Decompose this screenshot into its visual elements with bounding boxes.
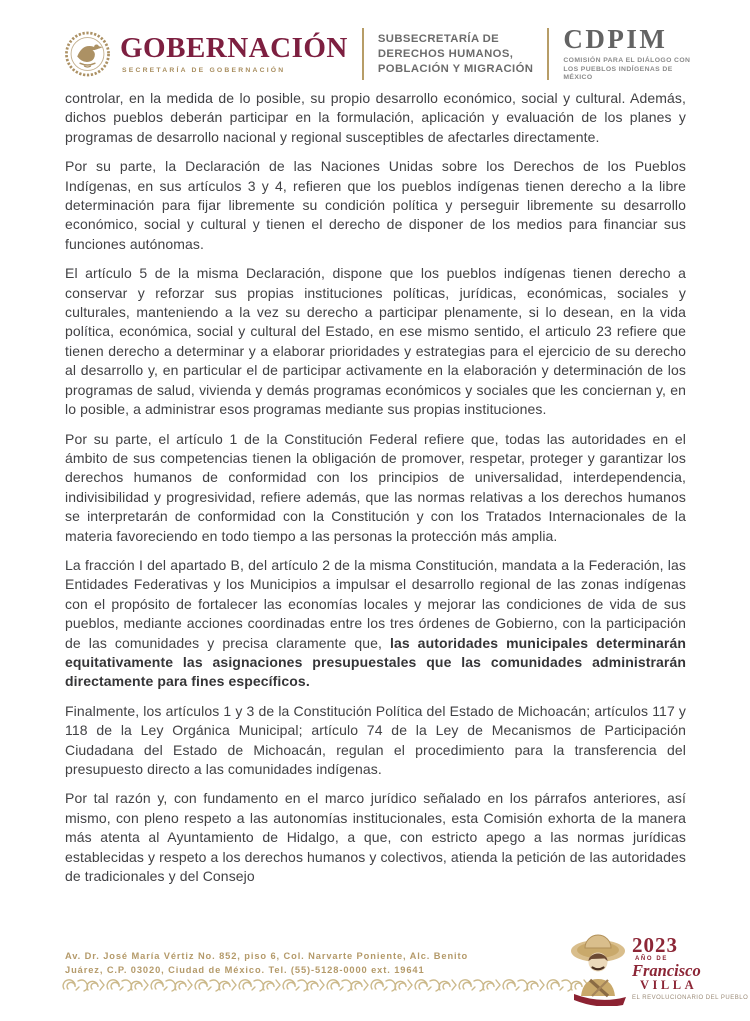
- paragraph-5: [65, 556, 686, 692]
- paragraph-1: [65, 89, 686, 147]
- villa-name-script: Francisco: [632, 961, 701, 980]
- gobernacion-subtitle: SECRETARÍA DE GOBERNACIÓN: [122, 67, 286, 75]
- document-body: [65, 89, 686, 896]
- francisco-villa-2023-logo: [568, 928, 748, 1010]
- paragraph-7: [65, 789, 686, 886]
- paragraph-3-text: El artículo 5 de la misma Declaración, dispone que los pueblos indígenas tienen derecho a conservar y reforzar sus propias instituciones políticas, jurídicas, económicas, sociales y culturales, manteniendo a la vez su derecho a participar plenamente, si lo desean, en la vida política, económica, social y cultural del Estado, en ese mismo sentido, el articulo 23 refiere que tienen derecho a determinar y a elaborar prioridades y estrategias para el ejercicio de su derecho al desarrollo y, en particular el de participar activamente en la elaboración y determinación de los programas de salud, vivienda y demás programas económicos y sociales que les conciernan y, en lo posible, a administrar esos programas mediante sus propias instituciones.: [65, 265, 686, 418]
- subsecretaria-line3: POBLACIÓN Y MIGRACIÓN: [377, 62, 534, 75]
- pancho-villa-portrait-icon: [568, 928, 630, 1006]
- gobernacion-wordmark: GOBERNACIÓN: [120, 32, 348, 65]
- header-divider-left: [362, 28, 364, 80]
- villa-tagline: EL REVOLUCIONARIO DEL PUEBLO: [632, 995, 749, 1001]
- paragraph-6: [65, 702, 686, 780]
- header-divider-right: [547, 28, 549, 80]
- cdpim-brand: [563, 26, 698, 83]
- decorative-greca-pattern-band: [62, 977, 593, 993]
- cdpim-caption: [563, 57, 698, 83]
- gobernacion-brand: [64, 29, 348, 79]
- paragraph-1-text: controlar, en la medida de lo posible, su propio desarrollo económico, social y cultural. Además, dichos pueblos deberán participar en la formulación, aplicación y evaluación de los planes y programas de desarrollo nacional y regional susceptibles de afectarles directamente.: [65, 90, 686, 145]
- paragraph-5-bold-text: las autoridades municipales determinarán equitativamente las asignaciones presupuestales que las comunidades administrarán directamente para fines específicos.: [65, 634, 686, 690]
- paragraph-3: [65, 264, 686, 419]
- footer-address-line2: Juárez, C.P. 03020, Ciudad de México. Tel. (55)-5128-0000 ext. 19641: [65, 965, 425, 975]
- villa-logo-text: [632, 935, 748, 1010]
- gobernacion-wordmark-stack: [120, 34, 348, 74]
- paragraph-2-text: Por su parte, la Declaración de las Naciones Unidas sobre los Derechos de los Pueblos Indígenas, en sus artículos 3 y 4, refieren que los pueblos indígenas tienen derecho a la libre determinación para fijar libremente su condición política y perseguir libremente su desarrollo económico, social y cultural y tienen el derecho de disponer de los medios para financiar sus funciones autónomas.: [65, 158, 686, 252]
- cdpim-caption-line2: LOS PUEBLOS INDÍGENAS DE MÉXICO: [563, 65, 673, 81]
- paragraph-4: [65, 430, 686, 546]
- cdpim-acronym: CDPIM: [563, 24, 668, 54]
- subsecretaria-line2: DERECHOS HUMANOS,: [377, 47, 514, 60]
- villa-year-caption: AÑO DE: [635, 956, 668, 962]
- subsecretaria-title: [378, 32, 533, 77]
- paragraph-4-text: Por su parte, el artículo 1 de la Constitución Federal refiere que, todas las autoridades en el ámbito de sus competencias tienen la obligación de promover, respetar, proteger y garantizar los derechos humanos de conformidad con los principios de universalidad, interdependencia, indivisibilidad y progresividad, refiere además, que las normas relativas a los derechos humanos se interpretarán de conformidad con la Constitución y con los Tratados Internacionales de la materia favoreciendo en todo tiempo a las personas la protección más amplia.: [65, 430, 686, 544]
- villa-name-caps: VILLA: [640, 978, 698, 992]
- header: [64, 26, 698, 83]
- paragraph-6-text: Finalmente, los artículos 1 y 3 de la Constitución Política del Estado de Michoacán; artículos 117 y 118 de la Ley Orgánica Municipal; artículo 74 de la Ley de Mecanismos de Participación Ciudadana del Estado de Michoacán, regulan el procedimiento para la transferencia del presupuesto directo a las comunidades indígenas.: [65, 702, 686, 777]
- footer-address-line1: Av. Dr. José María Vértiz No. 852, piso 6, Col. Narvarte Poniente, Alc. Benito: [65, 951, 469, 961]
- segob-eagle-seal-icon: [64, 29, 111, 79]
- cdpim-caption-line1: COMISIÓN PARA EL DIÁLOGO CON: [563, 57, 691, 64]
- paragraph-2: [65, 157, 686, 254]
- subsecretaria-line1: SUBSECRETARÍA DE: [377, 32, 500, 45]
- footer-address: [65, 949, 468, 977]
- paragraph-5-text: La fracción I del apartado B, del artículo 2 de la misma Constitución, mandata a la Federación, las Entidades Federativas y los Municipios a impulsar el desarrollo regional de las zonas indígenas con el propósito de fortalecer las economías locales y mejorar las condiciones de vida de sus pueblos, mediante acciones coordinadas entre los tres órdenes de Gobierno, con la participación de las comunidades y precisa claramente que,: [65, 556, 686, 651]
- villa-year: 2023: [632, 933, 678, 957]
- paragraph-7-text: Por tal razón y, con fundamento en el marco jurídico señalado en los párrafos anteriores, así mismo, con pleno respeto a las autonomías institucionales, esta Comisión exhorta de la manera más atenta al Ayuntamiento de Hidalgo, a que, con estricto apego a las normas jurídicas establecidas y respeto a los derechos humanos y colectivos, atienda la petición de las autoridades de tradicionales y del Consejo: [65, 790, 686, 885]
